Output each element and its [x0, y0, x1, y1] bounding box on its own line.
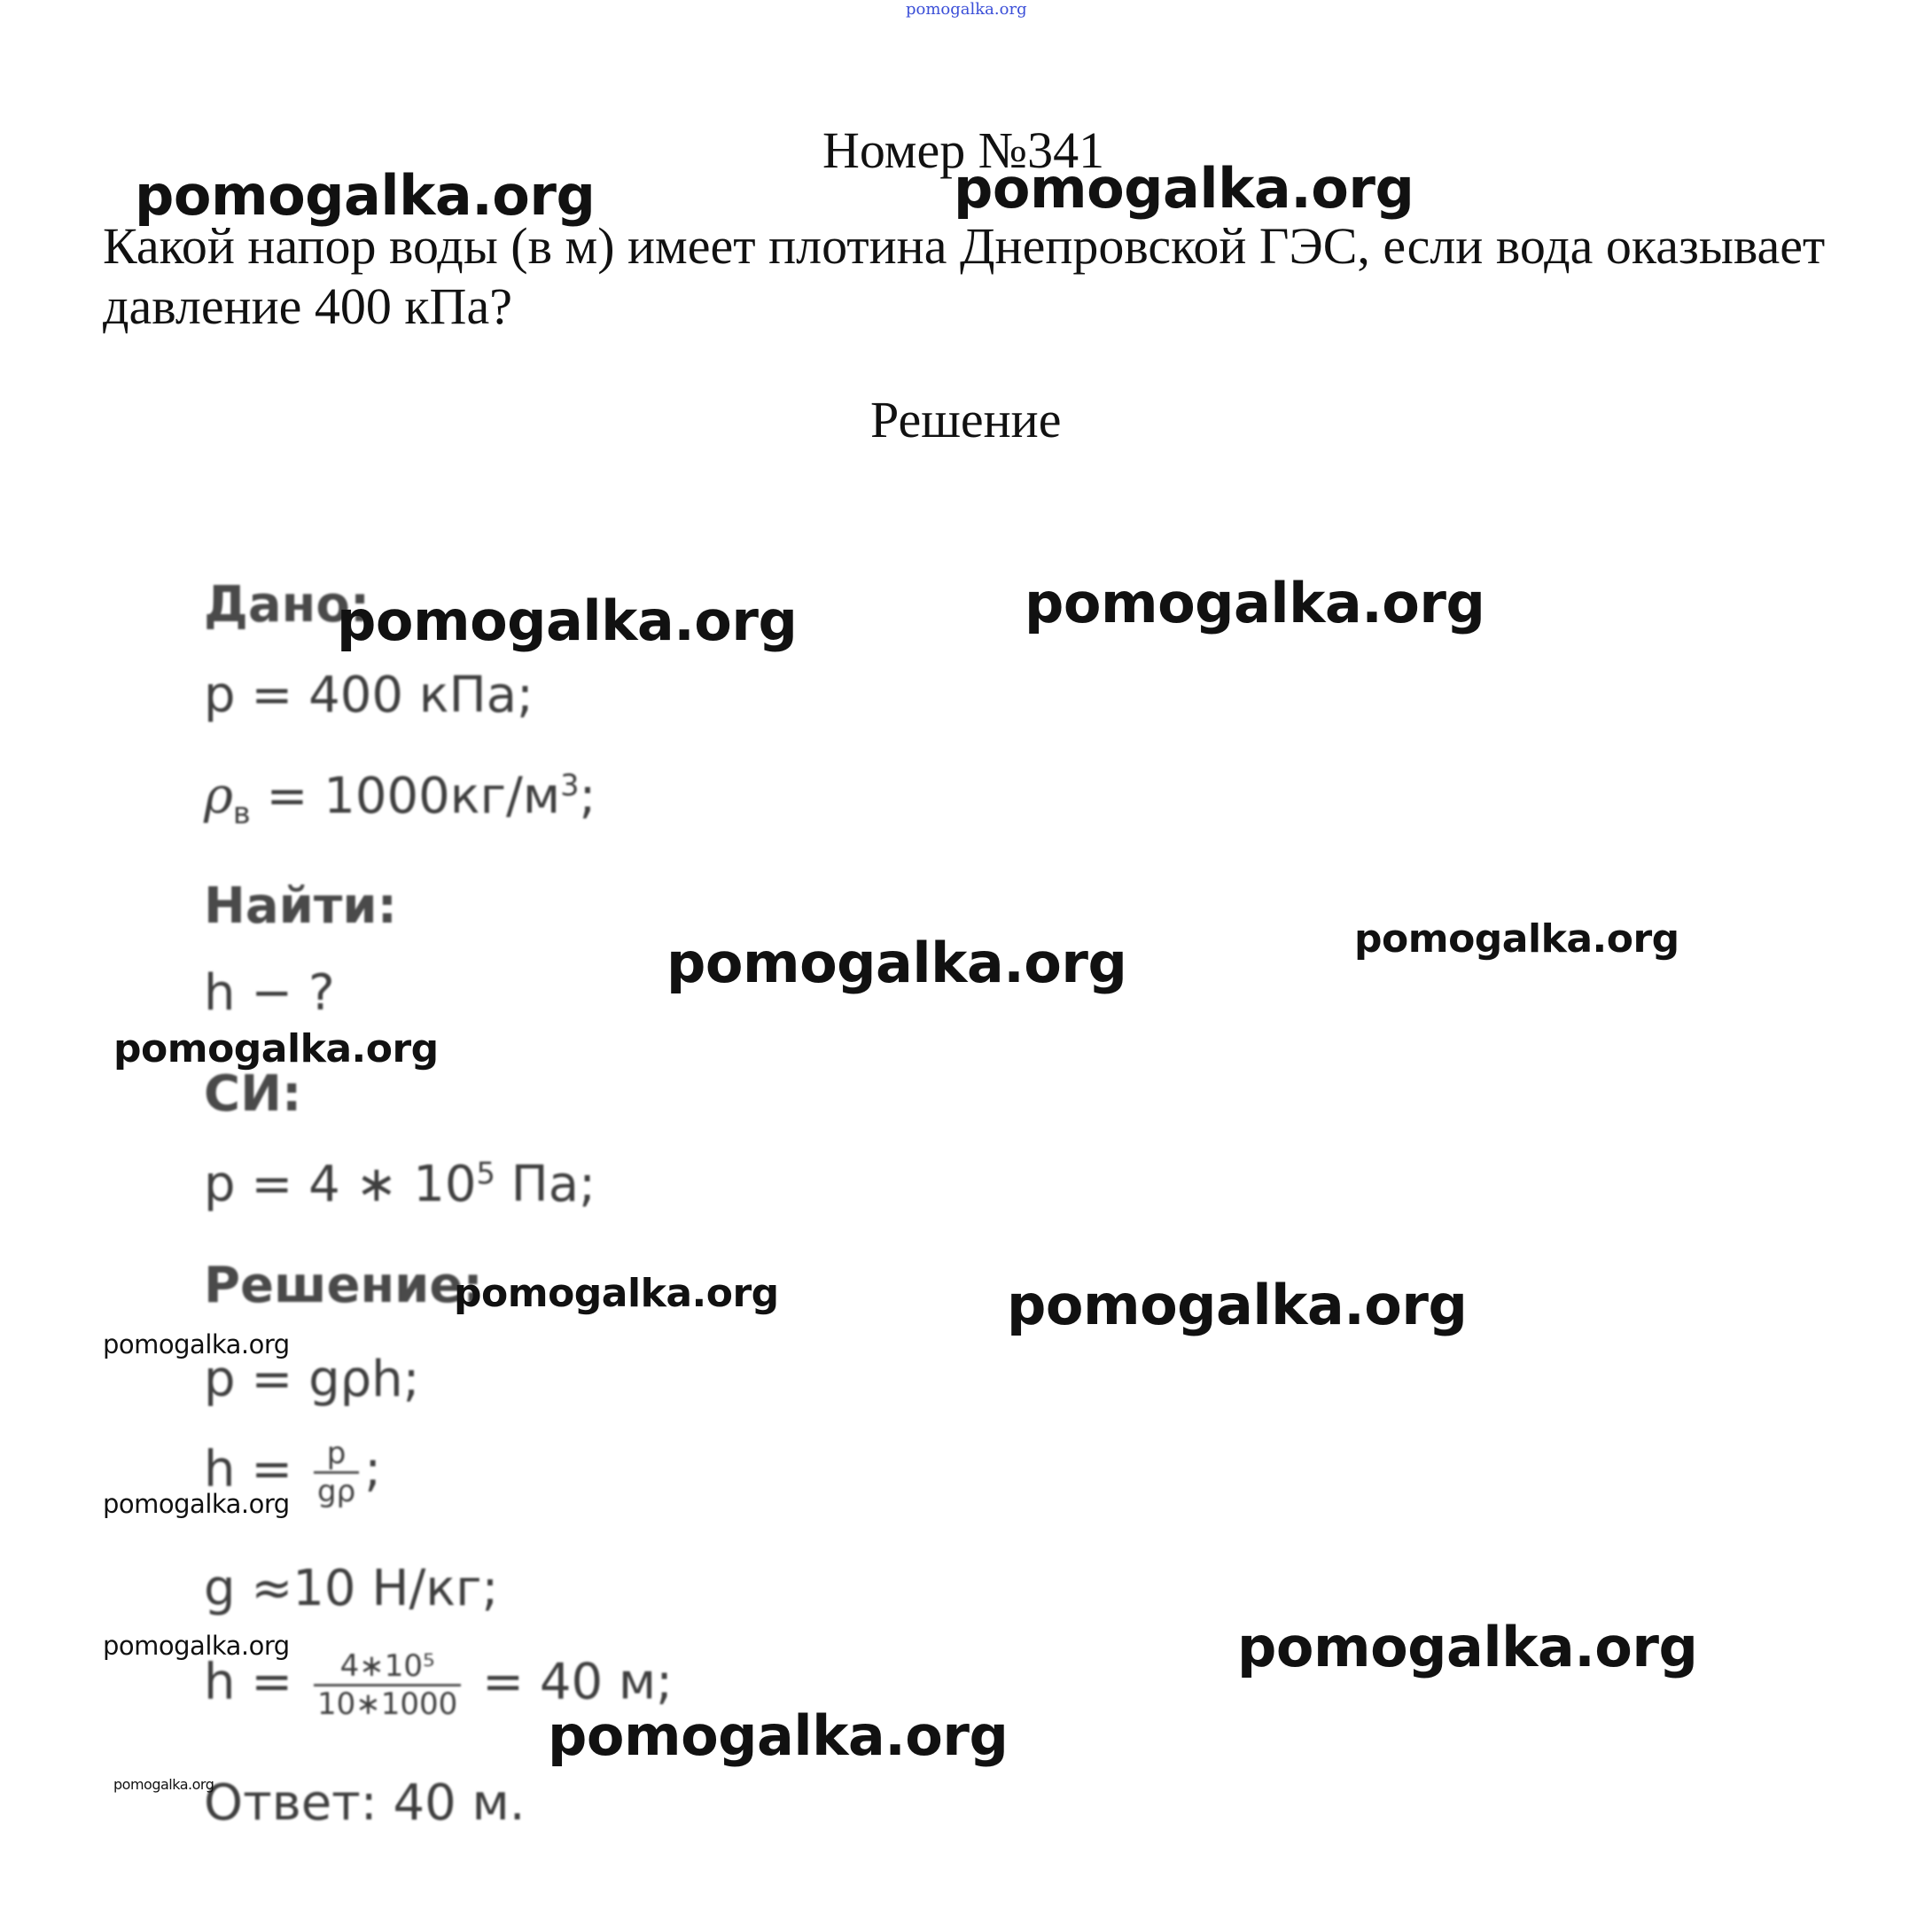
find-height: h − ? — [204, 964, 335, 1022]
page-title: Номер №341 — [822, 121, 1105, 179]
watermark: pomogalka.org — [103, 1489, 290, 1519]
watermark: pomogalka.org — [337, 588, 798, 653]
answer: Ответ: 40 м. — [204, 1774, 526, 1832]
watermark: pomogalka.org — [113, 1776, 214, 1793]
calculation: h = $\frac{\text{4∗10⁵}}{10∗1000}$ = 40 м; — [204, 1648, 673, 1722]
watermark: pomogalka.org — [1007, 1273, 1468, 1337]
watermark: pomogalka.org — [1237, 1615, 1698, 1679]
watermark: pomogalka.org — [135, 163, 596, 228]
watermark: pomogalka.org — [103, 1329, 290, 1359]
formula-pressure: p = gρh; — [204, 1351, 420, 1408]
gravity-value: g ≈10 Н/кг; — [204, 1560, 499, 1617]
site-link-top[interactable]: pomogalka.org — [906, 0, 1027, 19]
solution-heading: Решение — [870, 391, 1062, 448]
find-label: Найти: — [204, 877, 397, 935]
given-label: Дано: — [204, 576, 370, 634]
solve-label: Решение: — [204, 1257, 483, 1314]
given-density: $\rho_в = 1000кг/м^3$; — [204, 767, 596, 831]
si-label: СИ: — [204, 1065, 302, 1123]
formula-height: h = $\frac{p}{g\rho}$ ; — [204, 1436, 382, 1509]
watermark: pomogalka.org — [954, 156, 1414, 221]
watermark: pomogalka.org — [103, 1631, 290, 1661]
watermark: pomogalka.org — [113, 1026, 439, 1071]
watermark: pomogalka.org — [1025, 571, 1485, 635]
watermark: pomogalka.org — [1354, 916, 1679, 962]
si-pressure: p = 4 ∗ $10^5$ Па; — [204, 1156, 596, 1213]
problem-text: Какой напор воды (в м) имеет плотина Днепровской ГЭС, если вода оказывает давление 400 кПа? — [103, 217, 1826, 335]
watermark: pomogalka.org — [548, 1703, 1009, 1768]
watermark: pomogalka.org — [666, 931, 1127, 995]
given-pressure: p = 400 кПа; — [204, 666, 534, 724]
watermark: pomogalka.org — [454, 1271, 779, 1316]
